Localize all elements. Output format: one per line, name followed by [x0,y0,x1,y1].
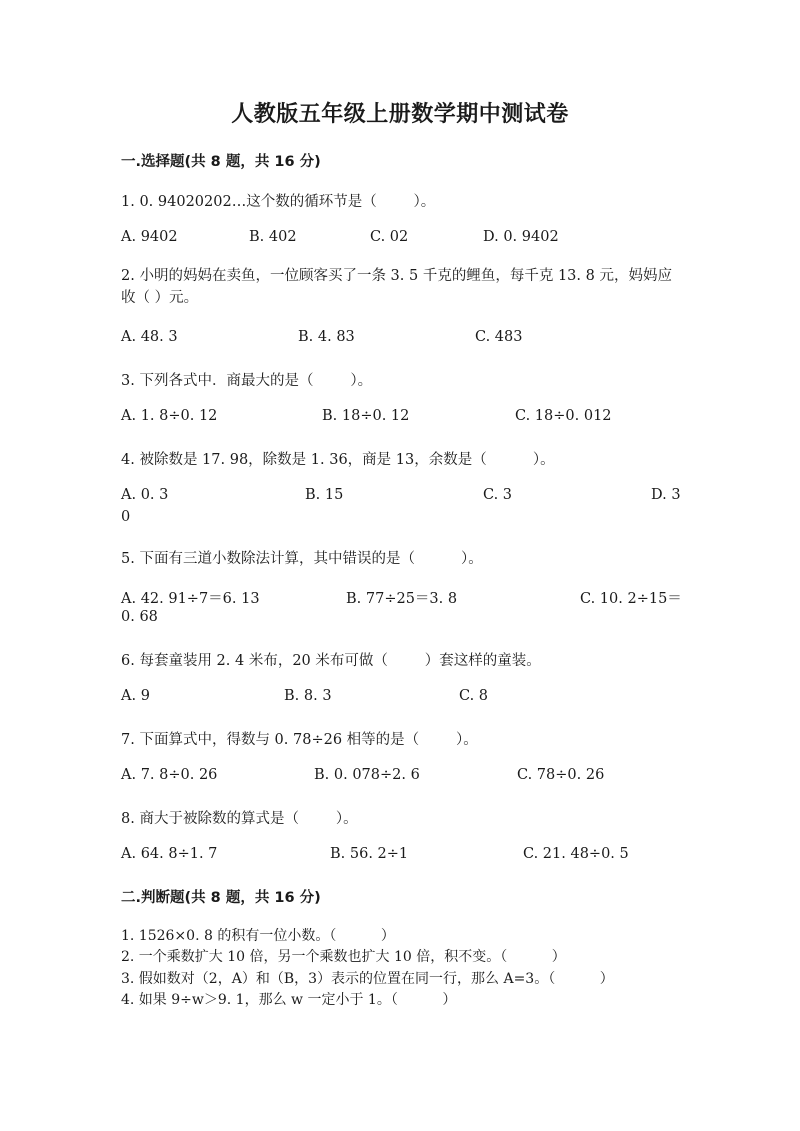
question-6-option-a: A. 9 [121,688,150,704]
question-2-option-c: C. 483 [475,329,523,345]
section-heading-true-false: 二.判断题(共 8 题，共 16 分) [121,890,321,906]
question-4-option-d: D. 3 [651,487,681,503]
question-1: 1. 0. 94020202…这个数的循环节是（ ）。 [121,194,436,210]
question-1-option-b: B. 402 [249,229,297,245]
question-5-option-b: B. 77÷25＝3. 8 [346,591,458,607]
question-1-option-c: C. 02 [370,229,409,245]
true-false-item-3: 3. 假如数对（2，A）和（B，3）表示的位置在同一行，那么 A=3。（ ） [121,971,614,987]
question-8-option-a: A. 64. 8÷1. 7 [121,846,218,862]
question-6: 6. 每套童装用 2. 4 米布，20 米布可做（ ）套这样的童装。 [121,653,541,669]
question-2: 2. 小明的妈妈在卖鱼，一位顾客买了一条 3. 5 千克的鲤鱼，每千克 13. 8 元，妈妈应收（ ）元。 [121,268,672,306]
question-4-option-d-wrap: 0 [121,509,131,525]
question-7: 7. 下面算式中，得数与 0. 78÷26 相等的是（ ）。 [121,732,478,748]
true-false-item-2: 2. 一个乘数扩大 10 倍，另一个乘数也扩大 10 倍，积不变。（ ） [121,949,566,965]
question-2-option-b: B. 4. 83 [298,329,355,345]
question-8: 8. 商大于被除数的算式是（ ）。 [121,811,358,827]
question-5: 5. 下面有三道小数除法计算，其中错误的是（ ）。 [121,551,483,567]
question-5-option-a: A. 42. 91÷7＝6. 13 [121,591,260,607]
question-2-option-a: A. 48. 3 [121,329,178,345]
question-8-option-b: B. 56. 2÷1 [330,846,409,862]
question-7-option-c: C. 78÷0. 26 [517,767,605,783]
question-4-option-c: C. 3 [483,487,513,503]
question-4-option-a: A. 0. 3 [121,487,169,503]
question-5-option-c-wrap: 0. 68 [121,609,158,625]
question-1-option-a: A. 9402 [121,229,178,245]
question-3: 3. 下列各式中．商最大的是（ ）。 [121,373,373,389]
question-3-option-b: B. 18÷0. 12 [322,408,410,424]
question-5-option-c: C. 10. 2÷15＝ [580,591,682,607]
question-1-option-d: D. 0. 9402 [483,229,559,245]
true-false-item-1: 1. 1526×0. 8 的积有一位小数。（ ） [121,928,395,944]
question-7-option-b: B. 0. 078÷2. 6 [314,767,420,783]
question-3-option-a: A. 1. 8÷0. 12 [121,408,218,424]
section-heading-choice: 一.选择题(共 8 题，共 16 分) [121,154,321,170]
question-6-option-c: C. 8 [459,688,489,704]
true-false-item-4: 4. 如果 9÷w＞9. 1，那么 w 一定小于 1。（ ） [121,992,457,1008]
question-3-option-c: C. 18÷0. 012 [515,408,612,424]
page-title: 人教版五年级上册数学期中测试卷 [231,102,569,127]
question-4: 4. 被除数是 17. 98，除数是 1. 36，商是 13，余数是（ ）。 [121,452,555,468]
question-7-option-a: A. 7. 8÷0. 26 [121,767,218,783]
question-4-option-b: B. 15 [305,487,344,503]
question-8-option-c: C. 21. 48÷0. 5 [523,846,629,862]
question-6-option-b: B. 8. 3 [284,688,332,704]
